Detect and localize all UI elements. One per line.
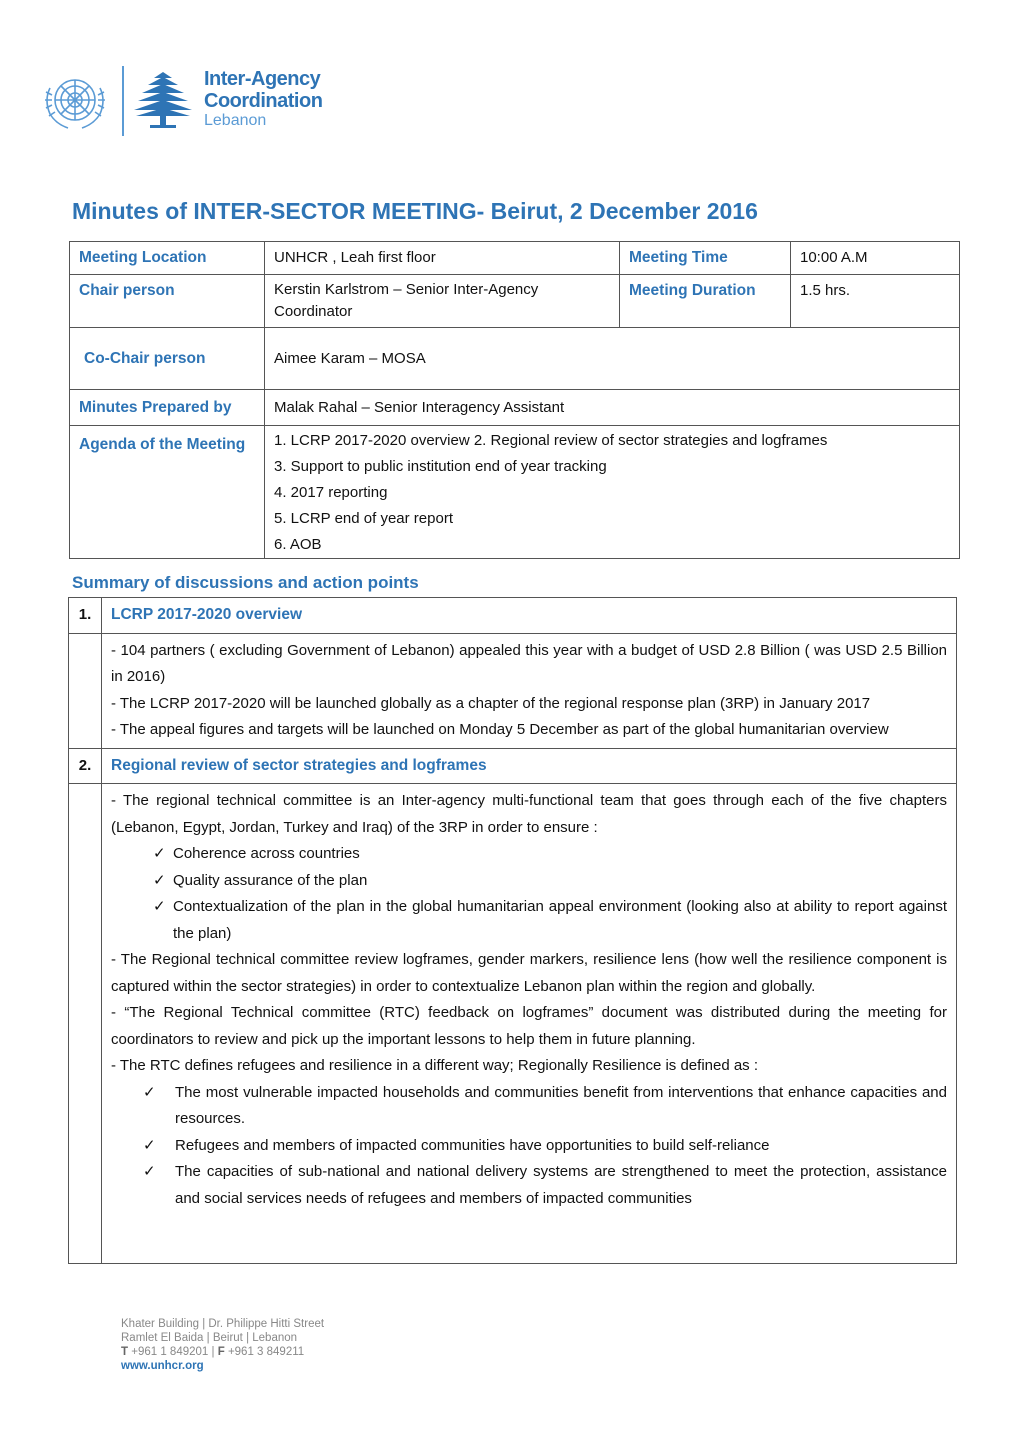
cedar-tree-icon — [132, 70, 194, 130]
section-number: 1. — [69, 598, 102, 634]
table-row — [69, 748, 957, 784]
meeting-time-value: 10:00 A.M — [791, 242, 960, 275]
paragraph: - “The Regional Technical committee (RTC) feedback on logframes” document was distributed during the meeting for coordinators to review and pick up the important lessons to help them in future planning. — [111, 1004, 947, 1048]
table-row — [70, 426, 960, 559]
agenda-item: 3. Support to public institution end of year tracking — [274, 458, 607, 475]
agenda-item: 1. LCRP 2017-2020 overview 2. Regional review of sector strategies and logframes — [274, 432, 828, 449]
footer-address — [121, 1317, 324, 1373]
meeting-location-label: Meeting Location — [70, 242, 265, 275]
section-number: 2. — [69, 748, 102, 784]
meeting-time-label: Meeting Time — [620, 242, 791, 275]
paragraph: - The regional technical committee is an Inter-agency multi-functional team that goes through each of the five chapters (Lebanon, Egypt, Jordan, Turkey and Iraq) of the 3RP in order to ensure : — [111, 792, 947, 836]
logo-divider — [122, 66, 124, 136]
check-item — [111, 1159, 947, 1212]
website-link[interactable]: www.unhcr.org — [121, 1360, 204, 1372]
check-item-text: The most vulnerable impacted households and communities benefit from interventions that enhance capacities and resources. — [175, 1083, 947, 1127]
chair-label: Chair person — [70, 275, 265, 328]
check-item-text: Quality assurance of the plan — [173, 871, 368, 889]
paragraph: - The Regional technical committee review logframes, gender markers, resilience lens (how well the resilience component is captured within the sector strategies) in order to contextualize Lebanon plan within the region and globally. — [111, 951, 947, 995]
agenda-item: 6. AOB — [274, 536, 322, 553]
chair-value: Kerstin Karlstrom – Senior Inter-Agency Coordinator — [265, 275, 620, 328]
paragraph: - The appeal figures and targets will be launched on Monday 5 December as part of the global humanitarian overview — [111, 721, 889, 738]
table-row — [69, 598, 957, 634]
header-logo — [36, 66, 356, 136]
section-title: Regional review of sector strategies and logframes — [102, 748, 957, 784]
summary-heading: Summary of discussions and action points — [72, 573, 419, 592]
table-row — [69, 784, 957, 1264]
agenda-item: 4. 2017 reporting — [274, 484, 388, 501]
checkmark-icon: ✓ — [153, 898, 166, 915]
un-emblem-icon — [36, 68, 114, 132]
cochair-label: Co-Chair person — [70, 328, 265, 390]
cochair-value: Aimee Karam – MOSA — [265, 328, 960, 390]
paragraph: - The RTC defines refugees and resilience in a different way; Regionally Resilience is defined as : — [111, 1057, 759, 1074]
minutes-prepared-label: Minutes Prepared by — [70, 390, 265, 426]
minutes-prepared-value: Malak Rahal – Senior Interagency Assistant — [265, 390, 960, 426]
fax-number: +961 3 849211 — [227, 1346, 305, 1358]
check-item — [111, 1080, 947, 1133]
meeting-location-value: UNHCR , Leah first floor — [265, 242, 620, 275]
check-item-text: The capacities of sub-national and national delivery systems are strengthened to meet the protection, assistance and social services needs of refugees and members of impacted communities — [175, 1163, 947, 1207]
checkmark-icon: ✓ — [143, 1083, 156, 1101]
logo-line-1: Inter-Agency — [204, 68, 321, 90]
section-number-cell — [69, 784, 102, 1264]
meeting-info-table — [69, 241, 960, 559]
check-item-text: Refugees and members of impacted communities have opportunities to build self-reliance — [175, 1136, 770, 1154]
agenda-item: 5. LCRP end of year report — [274, 510, 453, 527]
summary-table — [68, 597, 957, 1264]
check-item-text: Coherence across countries — [173, 845, 360, 862]
meeting-duration-value: 1.5 hrs. — [791, 275, 960, 328]
check-item — [111, 1133, 947, 1160]
checkmark-icon: ✓ — [153, 871, 166, 889]
section-title: LCRP 2017-2020 overview — [102, 598, 957, 634]
check-item-text: Contextualization of the plan in the global humanitarian appeal environment (looking also at ability to report against the plan) — [173, 898, 947, 942]
checkmark-icon: ✓ — [153, 845, 166, 862]
phone-number: +961 1 849201 — [131, 1346, 209, 1358]
logo-line-3: Lebanon — [204, 112, 267, 129]
agenda-label: Agenda of the Meeting — [70, 426, 265, 559]
footer-line: Khater Building | Dr. Philippe Hitti Street — [121, 1318, 325, 1330]
document-title: Minutes of INTER-SECTOR MEETING- Beirut, 2 December 2016 — [72, 198, 758, 224]
logo-text — [204, 68, 322, 130]
checkmark-icon: ✓ — [143, 1136, 156, 1154]
check-item — [111, 868, 947, 895]
footer-phone-line: T +961 1 849201 | F +961 3 849211 — [121, 1346, 305, 1358]
phone-label: T — [121, 1346, 129, 1358]
section-body — [102, 784, 957, 1264]
table-row — [70, 390, 960, 426]
agenda-value — [265, 426, 960, 559]
paragraph: - The LCRP 2017-2020 will be launched globally as a chapter of the regional response plan (3RP) in January 2017 — [111, 694, 871, 712]
check-item — [111, 841, 947, 868]
paragraph: - 104 partners ( excluding Government of Lebanon) appealed this year with a budget of USD 2.8 Billion ( was USD 2.5 Billion in 2016) — [111, 641, 947, 685]
section-body — [102, 633, 957, 748]
table-row — [69, 633, 957, 748]
checkmark-icon: ✓ — [143, 1163, 156, 1180]
table-row — [70, 242, 960, 275]
table-row — [70, 275, 960, 328]
table-row — [70, 328, 960, 390]
meeting-duration-label: Meeting Duration — [620, 275, 791, 328]
footer-line: Ramlet El Baida | Beirut | Lebanon — [121, 1332, 298, 1344]
fax-label: F — [217, 1346, 225, 1358]
logo-line-2: Coordination — [204, 90, 323, 112]
section-number-cell — [69, 633, 102, 748]
check-item — [111, 894, 947, 947]
